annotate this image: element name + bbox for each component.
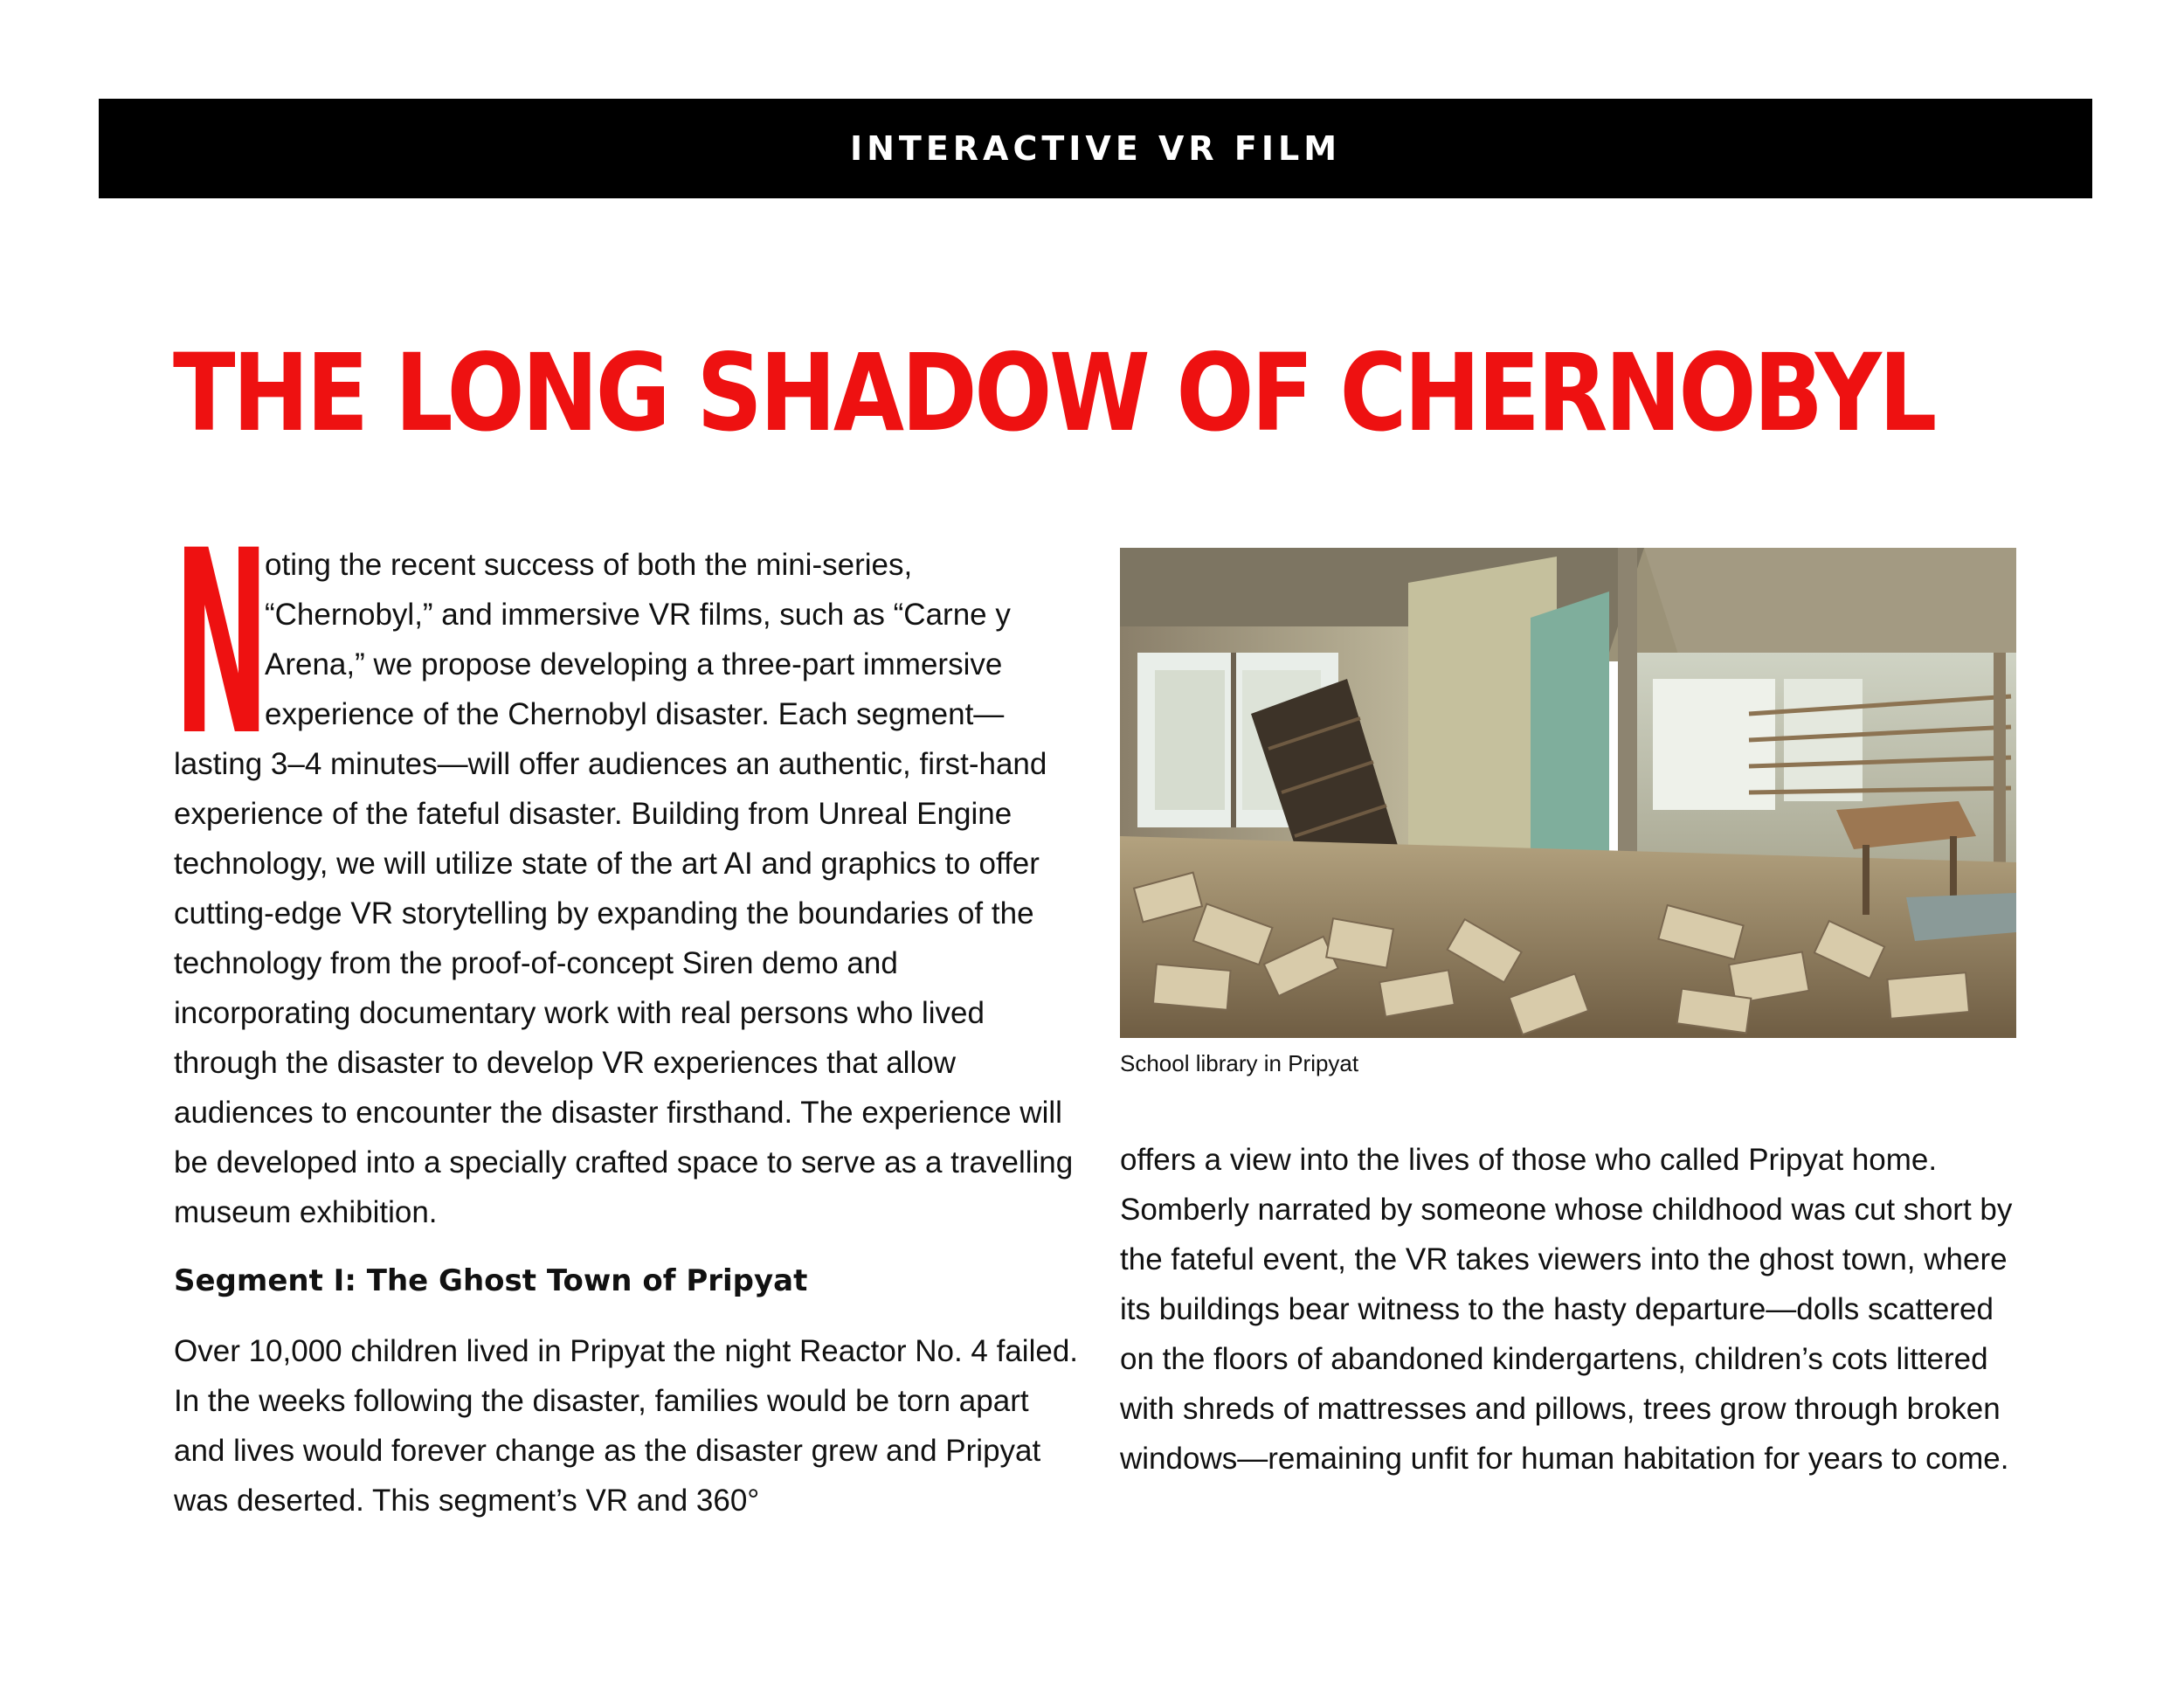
segment-heading: Segment I: The Ghost Town of Pripyat <box>174 1263 808 1298</box>
intro-paragraph: oting the recent success of both the mini-series, “Chernobyl,” and immersive VR films, such as “Carne y Arena,” we propose developing a three-part immersive experience of the Chernobyl disaster. Each segment—lasting 3–4 minutes—will offer audiences an authentic, first-hand experience of the fateful disaster. Building from Unreal Engine technology, we will utilize state of the art AI and graphics to offer cutting-edge VR storytelling by expanding the boundaries of the technology from the proof-of-concept Siren demo and incorporating documentary work with real persons who lived through the disaster to develop VR experiences that allow audiences to encounter the disaster firsthand. The experience will be developed into a specially crafted space to serve as a travelling museum exhibition. <box>174 548 1074 1229</box>
left-column <box>174 497 1082 1525</box>
banner-label: INTERACTIVE VR FILM <box>849 129 1342 168</box>
photo-caption: School library in Pripyat <box>1120 1050 1359 1076</box>
library-photo <box>1120 548 2016 1038</box>
segment-paragraph-left: Over 10,000 children lived in Pripyat the night Reactor No. 4 failed. In the weeks following the disaster, families would be torn apart and lives would forever change as the disaster grew and Pripyat was deserted. This segment’s VR and 360° <box>174 1334 1079 1518</box>
right-column <box>1120 1135 2028 1484</box>
drop-cap: N <box>174 497 270 792</box>
page-title: THE LONG SHADOW OF CHERNOBYL <box>173 331 1934 455</box>
segment-paragraph-right: offers a view into the lives of those who called Pripyat home. Somberly narrated by someone whose childhood was cut short by the fateful event, the VR takes viewers into the ghost town, where its buildings bear witness to the hasty departure—dolls scattered on the floors of abandoned kindergartens, children’s cots littered with shreds of mattresses and pillows, trees grow through broken windows—remaining unfit for human habitation for years to come. <box>1120 1143 2013 1476</box>
header-banner <box>99 99 2092 198</box>
